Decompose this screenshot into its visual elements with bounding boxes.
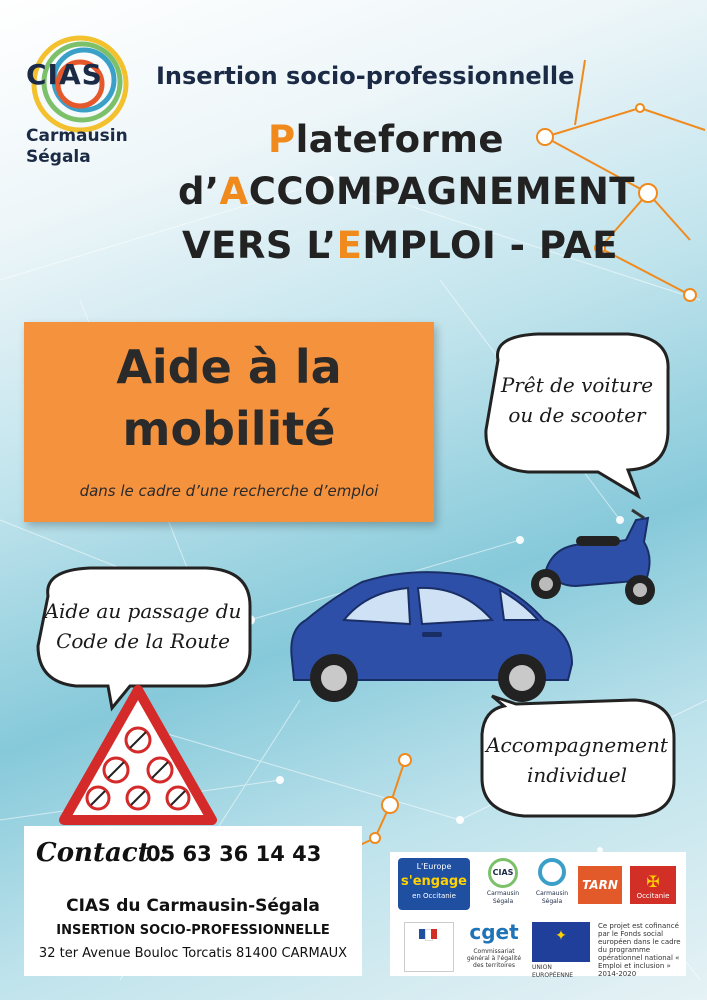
mobility-heading-2: mobilité [122, 402, 336, 456]
cias-small-logo [480, 858, 526, 910]
mobility-heading-1: Aide à la [116, 340, 342, 394]
contact-department: INSERTION SOCIO-PROFESSIONNELLE [56, 923, 330, 938]
contact-label: Contact : [36, 838, 169, 868]
cget-logo [464, 920, 524, 972]
contact-organization: CIAS du Carmausin-Ségala [66, 896, 320, 916]
bubble-accomp-text [480, 730, 674, 790]
fse-cofinancing-text: Ce projet est cofinancé par le Fonds social européen dans le cadre du programme opérationnel national « Emploi et inclusion » 2014-2020 [598, 922, 681, 978]
europe-engage-logo [398, 858, 470, 910]
mobility-box [24, 322, 434, 522]
partner-logos [390, 852, 686, 979]
logo-subtitle-2: Ségala [26, 147, 91, 167]
title-line-2 [178, 170, 635, 213]
title-line-2-rest: CCOMPAGNEMENT [248, 170, 636, 213]
mobility-subtitle: dans le cadre d’une recherche d’emploi [79, 482, 379, 500]
contact-address: 32 ter Avenue Bouloc Torcatis 81400 CARMAUX [38, 946, 348, 961]
section-title: Insertion socio-professionnelle [156, 62, 575, 90]
carmausin-segala-line-2: Ségala [541, 898, 563, 905]
title-initial-p: P [268, 118, 296, 161]
title-line-1-rest: lateforme [295, 118, 504, 161]
eu-label: UNION EUROPÉENNE [532, 964, 574, 979]
car-illustration [282, 568, 580, 710]
title-line-3 [182, 224, 618, 267]
eu-flag-logo: ✦ [532, 922, 590, 962]
republique-francaise-logo [404, 922, 454, 972]
cias-small-text: CIAS [492, 868, 514, 877]
carmausin-segala-logo [530, 858, 574, 910]
title-line-3-rest: MPLOI - PAE [362, 224, 619, 267]
road-signs-illustration [58, 684, 218, 826]
occitanie-text: Occitanie [636, 892, 670, 900]
title-line-1 [268, 118, 504, 161]
bubble-code-line-2: Code de la Route [56, 629, 230, 653]
europe-engage-line-2: s'engage [401, 874, 467, 889]
bubble-pret-line-1: Prêt de voiture [500, 373, 654, 397]
bubble-accomp-line-2: individuel [526, 763, 628, 787]
logo-subtitle-1: Carmausin [26, 126, 128, 146]
europe-engage-line-1: L'Europe [416, 862, 452, 871]
cias-small-sub-2: Ségala [492, 898, 514, 905]
tarn-logo [578, 866, 622, 904]
bubble-pret-text [484, 370, 670, 430]
contact-box [24, 826, 362, 976]
bubble-pret-line-2: ou de scooter [508, 403, 646, 427]
occitanie-logo: ✠ Occitanie [630, 866, 676, 904]
title-initial-a: A [219, 170, 249, 213]
tarn-text: TARN [582, 878, 618, 892]
cget-text: cget [469, 920, 519, 944]
cias-small-sub-1: Carmausin [486, 890, 520, 897]
carmausin-segala-line-1: Carmausin [535, 890, 569, 897]
title-initial-e: E [336, 224, 363, 267]
cget-subtext: Commissariat général à l'égalité des territoires [466, 948, 522, 969]
logo-text: CIAS [26, 58, 103, 91]
title-line-2-pre: d’ [178, 170, 220, 213]
title-line-3-pre: VERS L’ [182, 224, 337, 267]
bubble-code-line-1: Aide au passage du [44, 599, 242, 623]
europe-engage-line-3: en Occitanie [412, 892, 456, 900]
bubble-accomp-line-1: Accompagnement [486, 733, 668, 757]
bubble-code-text [38, 596, 248, 656]
contact-phone: 05 63 36 14 43 [146, 842, 322, 866]
